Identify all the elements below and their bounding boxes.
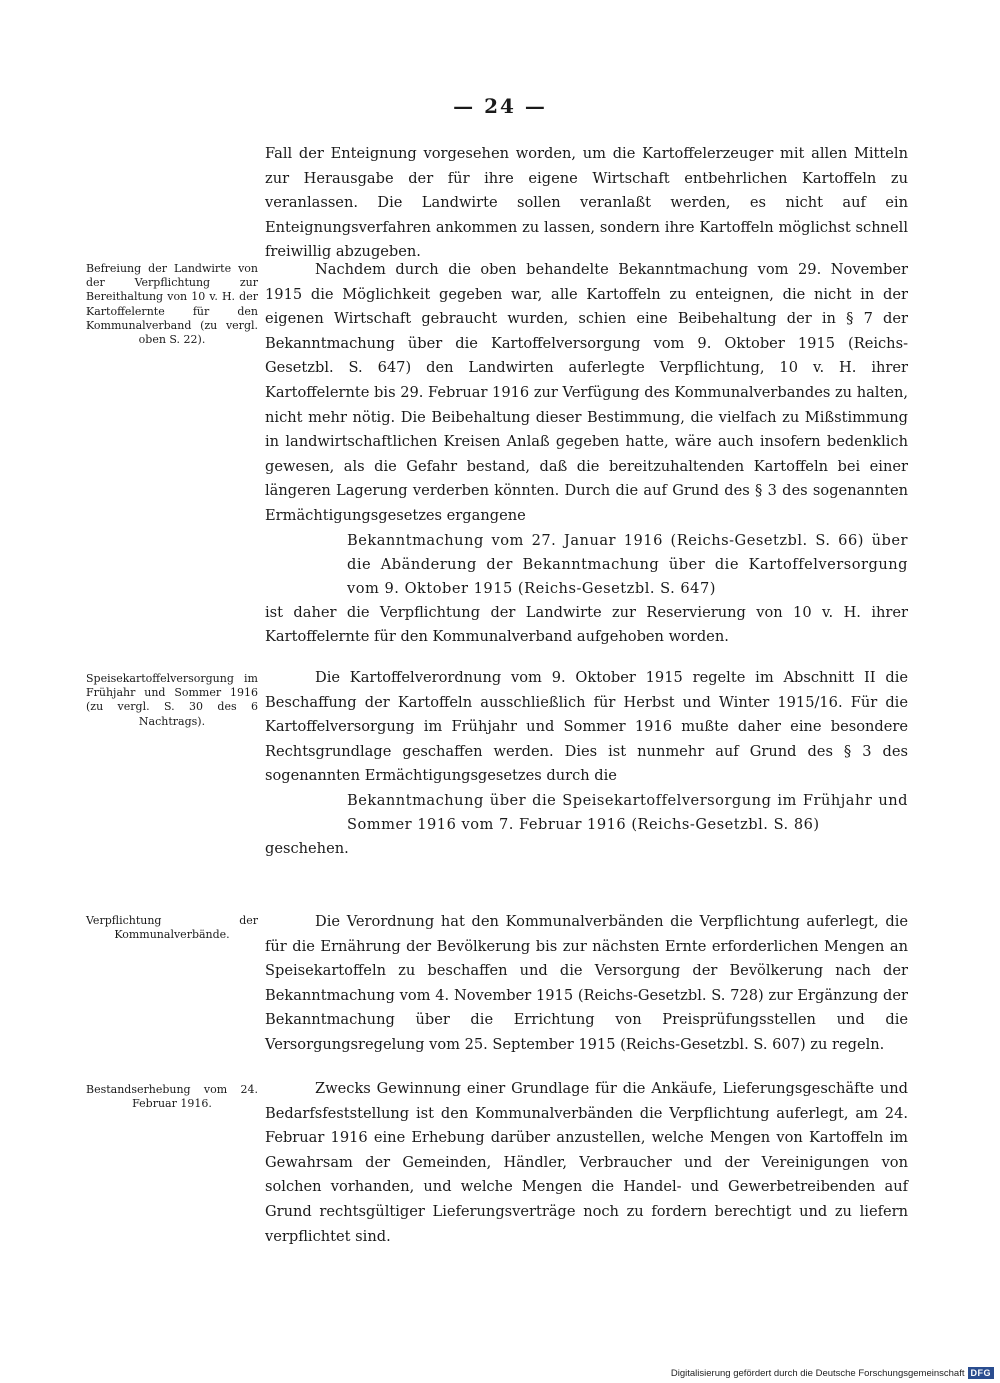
paragraph-text: geschehen. <box>265 839 349 857</box>
paragraph-speisekartoffel <box>265 666 908 862</box>
paragraph-text: Nachdem durch die oben behandelte Bekanntmachung vom 29. November 1915 die Möglichkeit gegeben war, alle Kartoffeln zu enteignen, die nicht in der eigenen Wirtschaft gebraucht wurden, schien eine Beibehaltung der in § 7 der Bekanntmachung über die Kartoffelversorgung vom 9. Oktober 1915 (Reichs-Gesetzbl. S. 647) den Landwirten auferlegte Verpflichtung, 10 v. H. ihrer Kartoffelernte bis 29. Februar 1916 zur Verfügung des Kommunalverbandes zu halten, nicht mehr nötig. Die Beibehaltung dieser Bestimmung, die vielfach zu Mißstimmung in landwirtschaftlichen Kreisen Anlaß gegeben hatte, wäre auch insofern bedenklich gewesen, als die Gefahr bestand, daß die bereitzuhaltenden Kartoffeln bei einer längeren Lagerung verderben könnten. Durch die auf Grund des § 3 des sogenannten Ermächtigungsgesetzes ergangene <box>265 261 908 524</box>
paragraph-text: ist daher die Verpflichtung der Landwirte zur Reservierung von 10 v. H. ihrer Kartoffelernte für den Kommunalverband aufgehoben worden. <box>265 603 908 646</box>
digitization-footer <box>671 1367 994 1379</box>
margin-note-text: Verpflichtung der Kommunalverbände. <box>86 914 258 942</box>
margin-note-befreiung <box>86 262 258 347</box>
page-number: — 24 — <box>453 94 547 118</box>
paragraph-bestandserhebung <box>265 1077 908 1249</box>
margin-note-verpflichtung <box>86 914 258 942</box>
margin-note-text: Speisekartoffelversorgung im Frühjahr und Sommer 1916 (zu vergl. S. 30 des 6 Nachtrags). <box>86 672 258 728</box>
paragraph-verpflichtung <box>265 910 908 1058</box>
margin-note-text: Befreiung der Landwirte von der Verpflichtung zur Bereithaltung von 10 v. H. der Kartoffelernte für den Kommunalverband (zu vergl. oben S. 22). <box>86 262 258 347</box>
paragraph-text: Die Kartoffelverordnung vom 9. Oktober 1915 regelte im Abschnitt II die Beschaffung der Kartoffeln ausschließlich für Herbst und Winter 1915/16. Für die Kartoffelversorgung im Frühjahr und Sommer 1916 mußte daher eine besondere Rechtsgrundlage geschaffen werden. Dies ist nunmehr auf Grund des § 3 des sogenannten Ermächtigungsgesetzes durch die <box>265 669 908 785</box>
paragraph-text: Fall der Enteignung vorgesehen worden, um die Kartoffelerzeuger mit allen Mitteln zur Herausgabe der für ihre eigene Wirtschaft entbehrlichen Kartoffeln zu veranlassen. Die Landwirte sollen veranlaßt werden, es nicht auf ein Enteignungsverfahren ankommen zu lassen, sondern ihre Kartoffeln möglichst schnell freiwillig abzugeben. <box>265 145 908 261</box>
quoted-decree: Bekanntmachung vom 27. Januar 1916 (Reichs-Gesetzbl. S. 66) über die Abänderung der Bekanntmachung über die Kartoffelversorgung vom 9. Oktober 1915 (Reichs-Gesetzbl. S. 647) <box>347 531 908 597</box>
paragraph-text: Zwecks Gewinnung einer Grundlage für die Ankäufe, Lieferungsgeschäfte und Bedarfsfeststellung ist den Kommunalverbänden die Verpflichtung auferlegt, am 24. Februar 1916 eine Erhebung darüber anzustellen, welche Mengen von Kartoffeln im Gewahrsam der Gemeinden, Händler, Verbraucher und der Vereinigungen von solchen vorhanden, und welche Mengen die Handel- und Gewerbetreibenden auf Grund rechtsgültiger Lieferungsverträge noch zu fordern berechtigt und zu liefern verpflichtet sind. <box>265 1080 908 1245</box>
margin-note-text: Bestandserhebung vom 24. Februar 1916. <box>86 1083 258 1111</box>
dfg-logo: DFG <box>968 1367 995 1379</box>
paragraph-befreiung <box>265 258 908 650</box>
quoted-decree: Bekanntmachung über die Speisekartoffelversorgung im Frühjahr und Sommer 1916 vom 7. Februar 1916 (Reichs-Gesetzbl. S. 86) <box>347 791 908 833</box>
margin-note-speisekartoffel <box>86 672 258 729</box>
footer-text: Digitalisierung gefördert durch die Deutsche Forschungsgemeinschaft <box>670 1367 965 1379</box>
paragraph-continuation <box>265 142 908 265</box>
margin-note-bestandserhebung <box>86 1083 258 1111</box>
paragraph-text: Die Verordnung hat den Kommunalverbänden die Verpflichtung auferlegt, die für die Ernährung der Bevölkerung bis zur nächsten Ernte erforderlichen Mengen an Speisekartoffeln zu beschaffen und die Versorgung der Bevölkerung nach der Bekanntmachung vom 4. November 1915 (Reichs-Gesetzbl. S. 728) zur Ergänzung der Bekanntmachung über die Errichtung von Preisprüfungsstellen und die Versorgungsregelung vom 25. September 1915 (Reichs-Gesetzbl. S. 607) zu regeln. <box>265 913 908 1053</box>
